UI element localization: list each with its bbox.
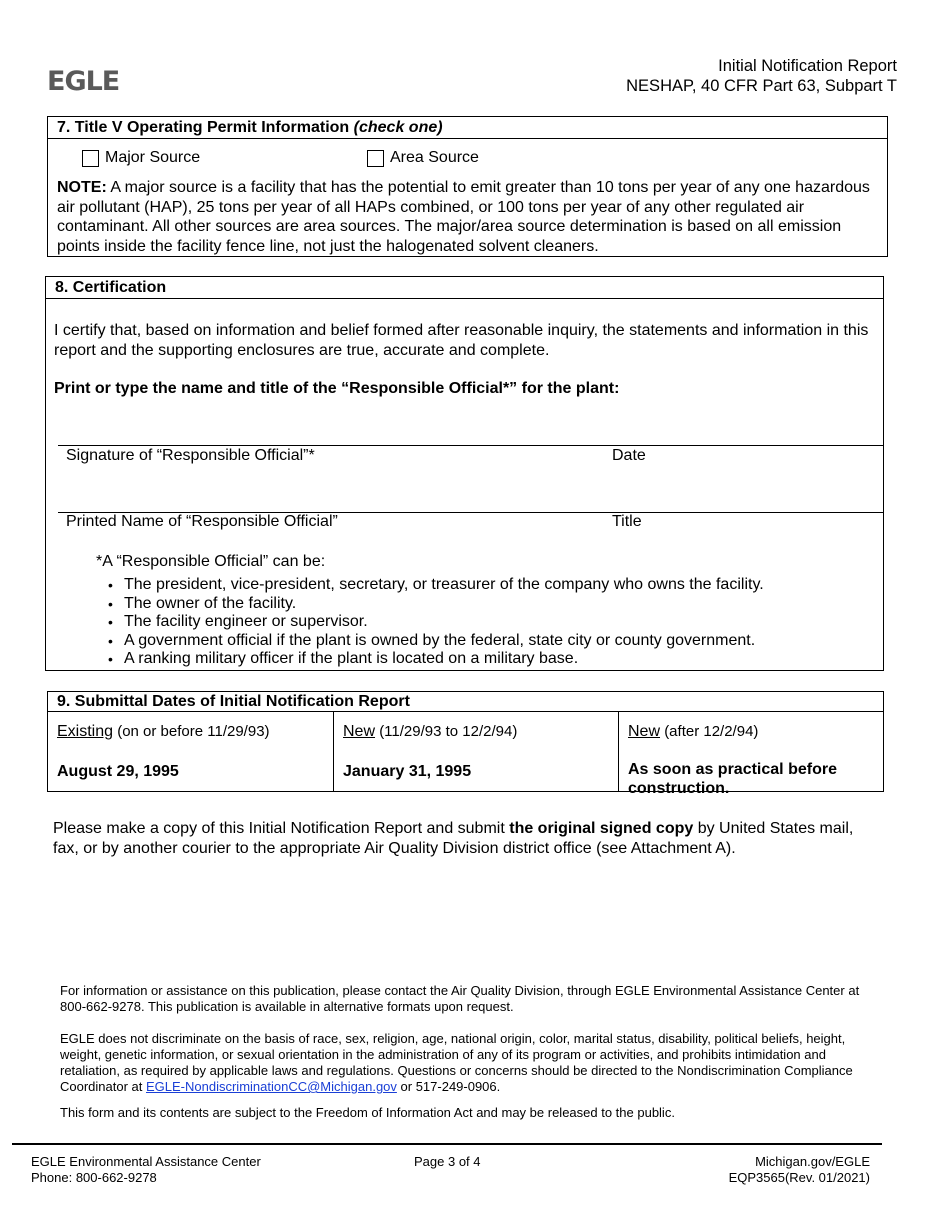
page-number: Page 3 of 4: [414, 1154, 481, 1169]
major-source-label: Major Source: [105, 149, 201, 166]
nondiscrimination-statement: EGLE does not discriminate on the basis of race, sex, religion, age, national origin, color, marital status, disability, political beliefs, height, weight, genetic information, or sexual orientation in the administration of any of its program or activities, and prohibits intimidation and retaliation, as required by applicable laws and regulations. Questions or concerns should be directed to the Nondiscrimination Compliance Coordinator at EGLE-NondiscriminationCC@Michigan.gov or 517-249-0906.: [60, 1031, 853, 1094]
existing-source-column: [48, 712, 334, 792]
section-9-title: 9. Submittal Dates of Initial Notification Report: [48, 692, 883, 712]
egle-logo: [47, 67, 129, 93]
responsible-official-intro: *A “Responsible Official” can be:: [96, 553, 326, 570]
note-text: A major source is a facility that has the potential to emit greater than 10 tons per year of any one hazardous air pollutant (HAP), 25 tons per year of all HAPs combined, or 100 tons per year of any other regulated air contaminant. All other sources are area sources. The major/area source determination is based on all emission points inside the facility fence line, not just the halogenated solvent cleaners.: [57, 179, 870, 255]
new-kind: New: [343, 723, 376, 740]
signature-line[interactable]: [58, 445, 883, 446]
major-source-note: [57, 178, 877, 256]
certification-statement: I certify that, based on information and belief formed after reasonable inquiry, the statements and information in this report and the supporting enclosures are true, accurate and complete.: [54, 322, 869, 359]
area-source-checkbox[interactable]: [367, 150, 384, 167]
report-title: Initial Notification Report: [718, 57, 897, 75]
note-label: NOTE:: [57, 179, 107, 196]
footer-right: [729, 1154, 870, 1186]
footer-org: EGLE Environmental Assistance Center: [31, 1154, 261, 1169]
major-source-checkbox[interactable]: [82, 150, 99, 167]
existing-range: (on or before 11/29/93): [117, 723, 270, 740]
submission-instructions: Please make a copy of this Initial Notification Report and submit the original signed copy by United States mail, fax, or by another courier to the appropriate Air Quality Division district office (see Attachment A).: [53, 820, 854, 857]
footer-phone: Phone: 800-662-9278: [31, 1170, 157, 1185]
date-label: Date: [612, 447, 646, 464]
footer-form-id: EQP3565(Rev. 01/2021): [728, 1170, 870, 1185]
existing-kind: Existing: [57, 723, 114, 740]
footer-website: Michigan.gov/EGLE: [755, 1154, 870, 1169]
list-item: • The facility engineer or supervisor.: [108, 613, 368, 630]
existing-deadline: August 29, 1995: [57, 763, 179, 780]
area-source-option[interactable]: [367, 149, 479, 167]
section-7-title: 7. Title V Operating Permit Information: [57, 119, 350, 136]
document-header: [626, 56, 897, 96]
footer-divider: [12, 1143, 882, 1145]
footer-left: [31, 1154, 261, 1186]
regulation-title: NESHAP, 40 CFR Part 63, Subpart T: [626, 77, 897, 95]
section-title-v-permit: [47, 116, 888, 257]
section-8-title: 8. Certification: [46, 277, 883, 299]
post-deadline: As soon as practical before construction.: [628, 761, 837, 797]
signature-label: Signature of “Responsible Official”*: [66, 447, 315, 464]
foia-notice: This form and its contents are subject to the Freedom of Information Act and may be released to the public.: [60, 1105, 675, 1120]
post-range: (after 12/2/94): [664, 723, 759, 740]
major-source-option[interactable]: [82, 149, 200, 167]
area-source-label: Area Source: [390, 149, 479, 166]
section-7-title-note: (check one): [353, 119, 443, 136]
section-certification: [45, 276, 884, 671]
print-instruction: Print or type the name and title of the “Responsible Official*” for the plant:: [54, 380, 620, 397]
list-item: • A ranking military officer if the plant is located on a military base.: [108, 650, 579, 667]
section-7-heading: [48, 117, 887, 139]
new-deadline: January 31, 1995: [343, 763, 472, 780]
list-item: • A government official if the plant is owned by the federal, state city or county government.: [108, 631, 756, 649]
responsible-official-list: [108, 576, 764, 669]
nondiscrimination-email-link[interactable]: EGLE-NondiscriminationCC@Michigan.gov: [146, 1079, 397, 1094]
new-range: (11/29/93 to 12/2/94): [379, 723, 518, 740]
list-item: • The owner of the facility.: [108, 594, 297, 612]
post-kind: New: [628, 723, 661, 740]
assistance-info: For information or assistance on this publication, please contact the Air Quality Division, through EGLE Environmental Assistance Center at 800-662-9278. This publication is available in alternative formats upon request.: [60, 983, 860, 1014]
logo-text: EGLE: [47, 67, 120, 93]
new-source-column: [334, 712, 619, 792]
list-item: • The president, vice-president, secretary, or treasurer of the company who owns the facility.: [108, 576, 764, 593]
post-1994-source-column: [619, 712, 883, 797]
title-label: Title: [612, 513, 642, 530]
section-submittal-dates: [47, 691, 884, 797]
printed-name-label: Printed Name of “Responsible Official”: [66, 513, 338, 530]
